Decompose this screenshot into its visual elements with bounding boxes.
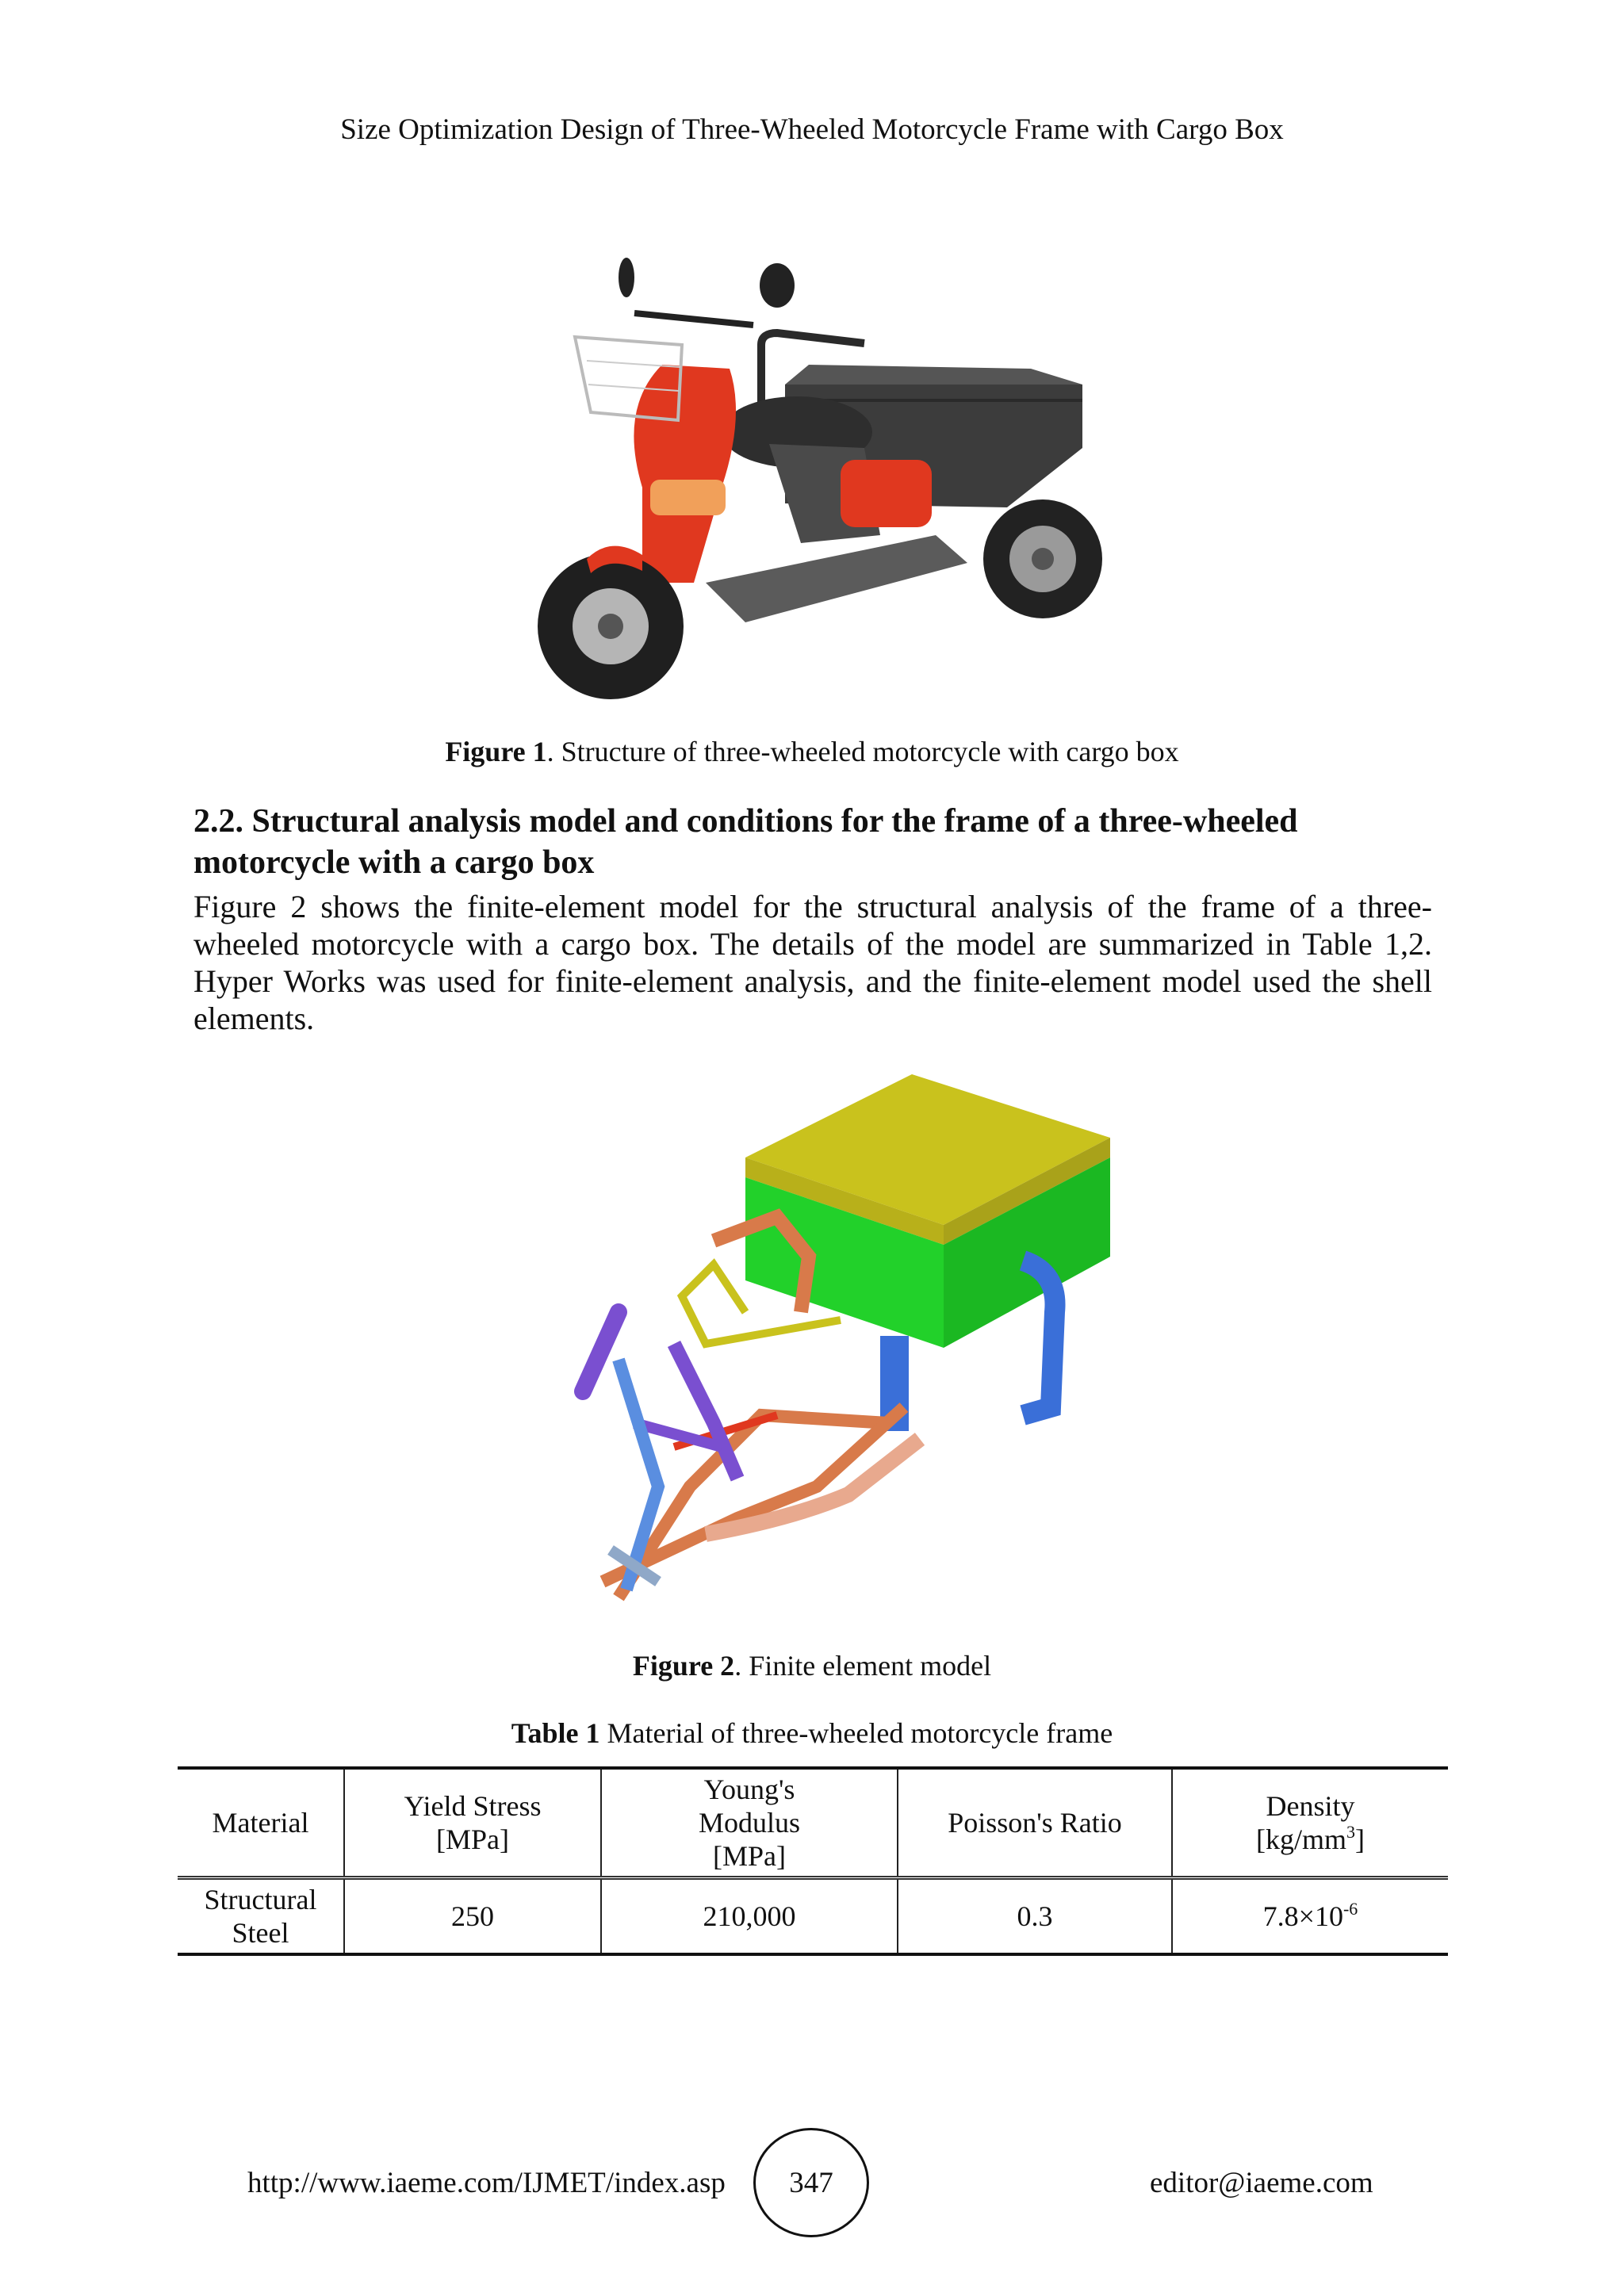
figure-1-caption <box>0 735 1624 768</box>
figure-1-caption-text: . Structure of three-wheeled motorcycle with cargo box <box>546 736 1179 767</box>
header-density: Density $[kg/mm^3]$ <box>1172 1768 1448 1878</box>
figure-1-label: Figure 1 <box>445 736 547 767</box>
figure-2-label: Figure 2 <box>632 1650 735 1682</box>
material-table <box>178 1766 1448 1956</box>
table-1-caption <box>0 1716 1624 1750</box>
page-number: 347 <box>753 2128 869 2237</box>
cell-youngs-modulus: 210,000 <box>601 1878 898 1955</box>
cell-material: Structural Steel <box>178 1878 344 1955</box>
figure-2-caption <box>0 1649 1624 1682</box>
cell-yield-stress: 250 <box>344 1878 601 1955</box>
table-1-label: Table 1 <box>511 1717 600 1749</box>
section-heading: 2.2. Structural analysis model and conditions for the frame of a three-wheeled motorcycle with a cargo box <box>193 803 1298 881</box>
table-header-row <box>178 1768 1448 1878</box>
cell-poissons-ratio: 0.3 <box>898 1878 1172 1955</box>
table-1-caption-text: Material of three-wheeled motorcycle frame <box>599 1717 1113 1749</box>
header-material: Material <box>178 1768 344 1878</box>
running-header: Size Optimization Design of Three-Wheeled Motorcycle Frame with Cargo Box <box>340 113 1284 146</box>
footer-url-link[interactable]: http://www.iaeme.com/IJMET/index.asp <box>247 2167 726 2199</box>
header-poissons-ratio: Poisson's Ratio <box>898 1768 1172 1878</box>
table-row <box>178 1878 1448 1955</box>
header-youngs-modulus: Young's Modulus [MPa] <box>601 1768 898 1878</box>
figure-2-caption-text: . Finite element model <box>734 1650 992 1682</box>
cell-density: $7.8\times 10^{-6}$ <box>1172 1878 1448 1955</box>
footer-email-link[interactable]: editor@iaeme.com <box>1150 2167 1373 2199</box>
figure-2-image <box>476 1074 1126 1613</box>
figure-1-image <box>523 250 1126 718</box>
header-yield-stress: Yield Stress [MPa] <box>344 1768 601 1878</box>
body-paragraph: Figure 2 shows the finite-element model for the structural analysis of the frame of a three-wheeled motorcycle with a cargo box. The details of the model are summarized in Table 1,2. Hyper Works was used for finite-element analysis, and the finite-element model used the shell elements. <box>193 889 1432 1036</box>
